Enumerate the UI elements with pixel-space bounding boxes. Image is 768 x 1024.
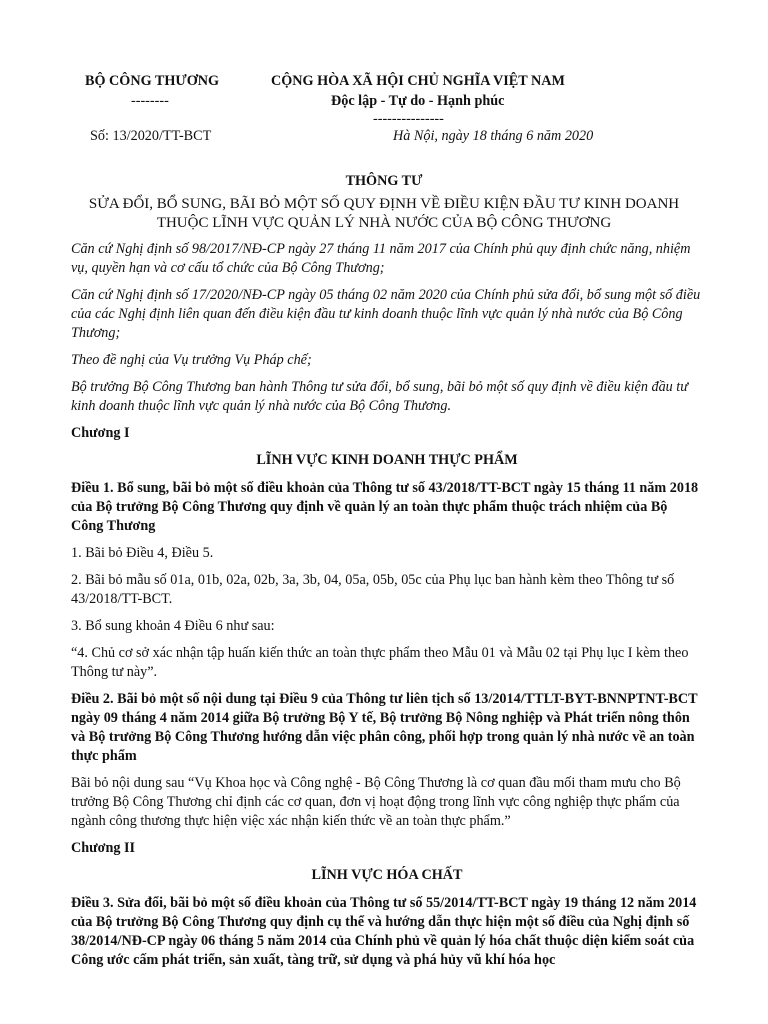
- country-name: CỘNG HÒA XÃ HỘI CHỦ NGHĨA VIỆT NAM: [271, 73, 565, 89]
- chapter-label: Chương II: [71, 840, 136, 856]
- article-heading: Điều 1. Bổ sung, bãi bỏ một số điều khoản của Thông tư số 43/2018/TT-BCT ngày 15 tháng 11 năm 2018 của Bộ trưởng Bộ Công Thương quy định về quản lý an toàn thực phẩm thuộc trách nhiệm của Bộ Công Thương: [71, 480, 699, 534]
- article-item: 3. Bổ sung khoản 4 Điều 6 như sau:: [71, 618, 275, 634]
- document-number: Số: 13/2020/TT-BCT: [90, 128, 212, 144]
- article-item: 1. Bãi bỏ Điều 4, Điều 5.: [71, 545, 214, 561]
- preamble-paragraph: Căn cứ Nghị định số 98/2017/NĐ-CP ngày 27 tháng 11 năm 2017 của Chính phủ quy định chức năng, nhiệm vụ, quyền hạn và cơ cấu tổ chức của Bộ Công Thương;: [71, 241, 691, 276]
- document-type: THÔNG TƯ: [345, 173, 423, 189]
- preamble-paragraph: Theo đề nghị của Vụ trưởng Vụ Pháp chế;: [71, 352, 312, 368]
- article-heading: Điều 2. Bãi bỏ một số nội dung tại Điều 9 của Thông tư liên tịch số 13/2014/TTLT-BYT-BNNPTNT-BCT ngày 09 tháng 4 năm 2014 giữa Bộ trưởng Bộ Y tế, Bộ trưởng Bộ Nông nghiệp và Phát triển nông thôn và Bộ trưởng Bộ Công Thương hướng dẫn việc phân công, phối hợp trong quản lý nhà nước về an toàn thực phẩm: [71, 691, 698, 764]
- national-motto: Độc lập - Tự do - Hạnh phúc: [331, 93, 505, 109]
- motto-separator: ---------------: [373, 111, 444, 127]
- article-item: 2. Bãi bỏ mẫu số 01a, 01b, 02a, 02b, 3a, 3b, 04, 05a, 05b, 05c của Phụ lục ban hành kèm theo Thông tư số 43/2018/TT-BCT.: [71, 572, 675, 607]
- preamble-paragraph: Căn cứ Nghị định số 17/2020/NĐ-CP ngày 05 tháng 02 năm 2020 của Chính phủ sửa đổi, bổ sung một số điều của các Nghị định liên quan đến điều kiện đầu tư kinh doanh thuộc lĩnh vực quản lý nhà nước của Bộ Công Thương;: [71, 287, 701, 341]
- preamble-paragraph: Bộ trưởng Bộ Công Thương ban hành Thông tư sửa đổi, bổ sung, bãi bỏ một số quy định về điều kiện đầu tư kinh doanh thuộc lĩnh vực quản lý nhà nước của Bộ Công Thương.: [71, 379, 688, 414]
- ministry-separator: --------: [131, 93, 169, 109]
- article-item: “4. Chủ cơ sở xác nhận tập huấn kiến thức an toàn thực phẩm theo Mẫu 01 và Mẫu 02 tại Phụ lục I kèm theo Thông tư này”.: [71, 645, 689, 680]
- chapter-title: LĨNH VỰC KINH DOANH THỰC PHẨM: [256, 452, 518, 468]
- chapter-label: Chương I: [71, 425, 130, 441]
- document-subject-line1: SỬA ĐỔI, BỔ SUNG, BÃI BỎ MỘT SỐ QUY ĐỊNH VỀ ĐIỀU KIỆN ĐẦU TƯ KINH DOANH: [88, 196, 680, 212]
- article-body: Bãi bỏ nội dung sau “Vụ Khoa học và Công nghệ - Bộ Công Thương là cơ quan đầu mối tham mưu cho Bộ trưởng Bộ Công Thương chỉ định các cơ quan, đơn vị hoạt động trong lĩnh vực công nghiệp thực phẩm của ngành công thương thực hiện việc xác nhận kiến thức về an toàn thực phẩm.”: [71, 775, 681, 829]
- chapter-title: LĨNH VỰC HÓA CHẤT: [311, 867, 463, 883]
- place-date: Hà Nội, ngày 18 tháng 6 năm 2020: [393, 128, 594, 144]
- article-heading: Điều 3. Sửa đổi, bãi bỏ một số điều khoản của Thông tư số 55/2014/TT-BCT ngày 19 tháng 12 năm 2014 của Bộ trưởng Bộ Công Thương quy định cụ thể và hướng dẫn thực hiện một số điều của Nghị định số 38/2014/NĐ-CP ngày 06 tháng 5 năm 2014 của Chính phủ về quản lý hóa chất thuộc diện kiểm soát của Công ước cấm phát triển, sản xuất, tàng trữ, sử dụng và phá hủy vũ khí hóa học: [71, 895, 697, 968]
- document-subject-line2: THUỘC LĨNH VỰC QUẢN LÝ NHÀ NƯỚC CỦA BỘ CÔNG THƯƠNG: [156, 215, 612, 231]
- document-body: [71, 240, 703, 976]
- ministry-name: BỘ CÔNG THƯƠNG: [85, 73, 220, 89]
